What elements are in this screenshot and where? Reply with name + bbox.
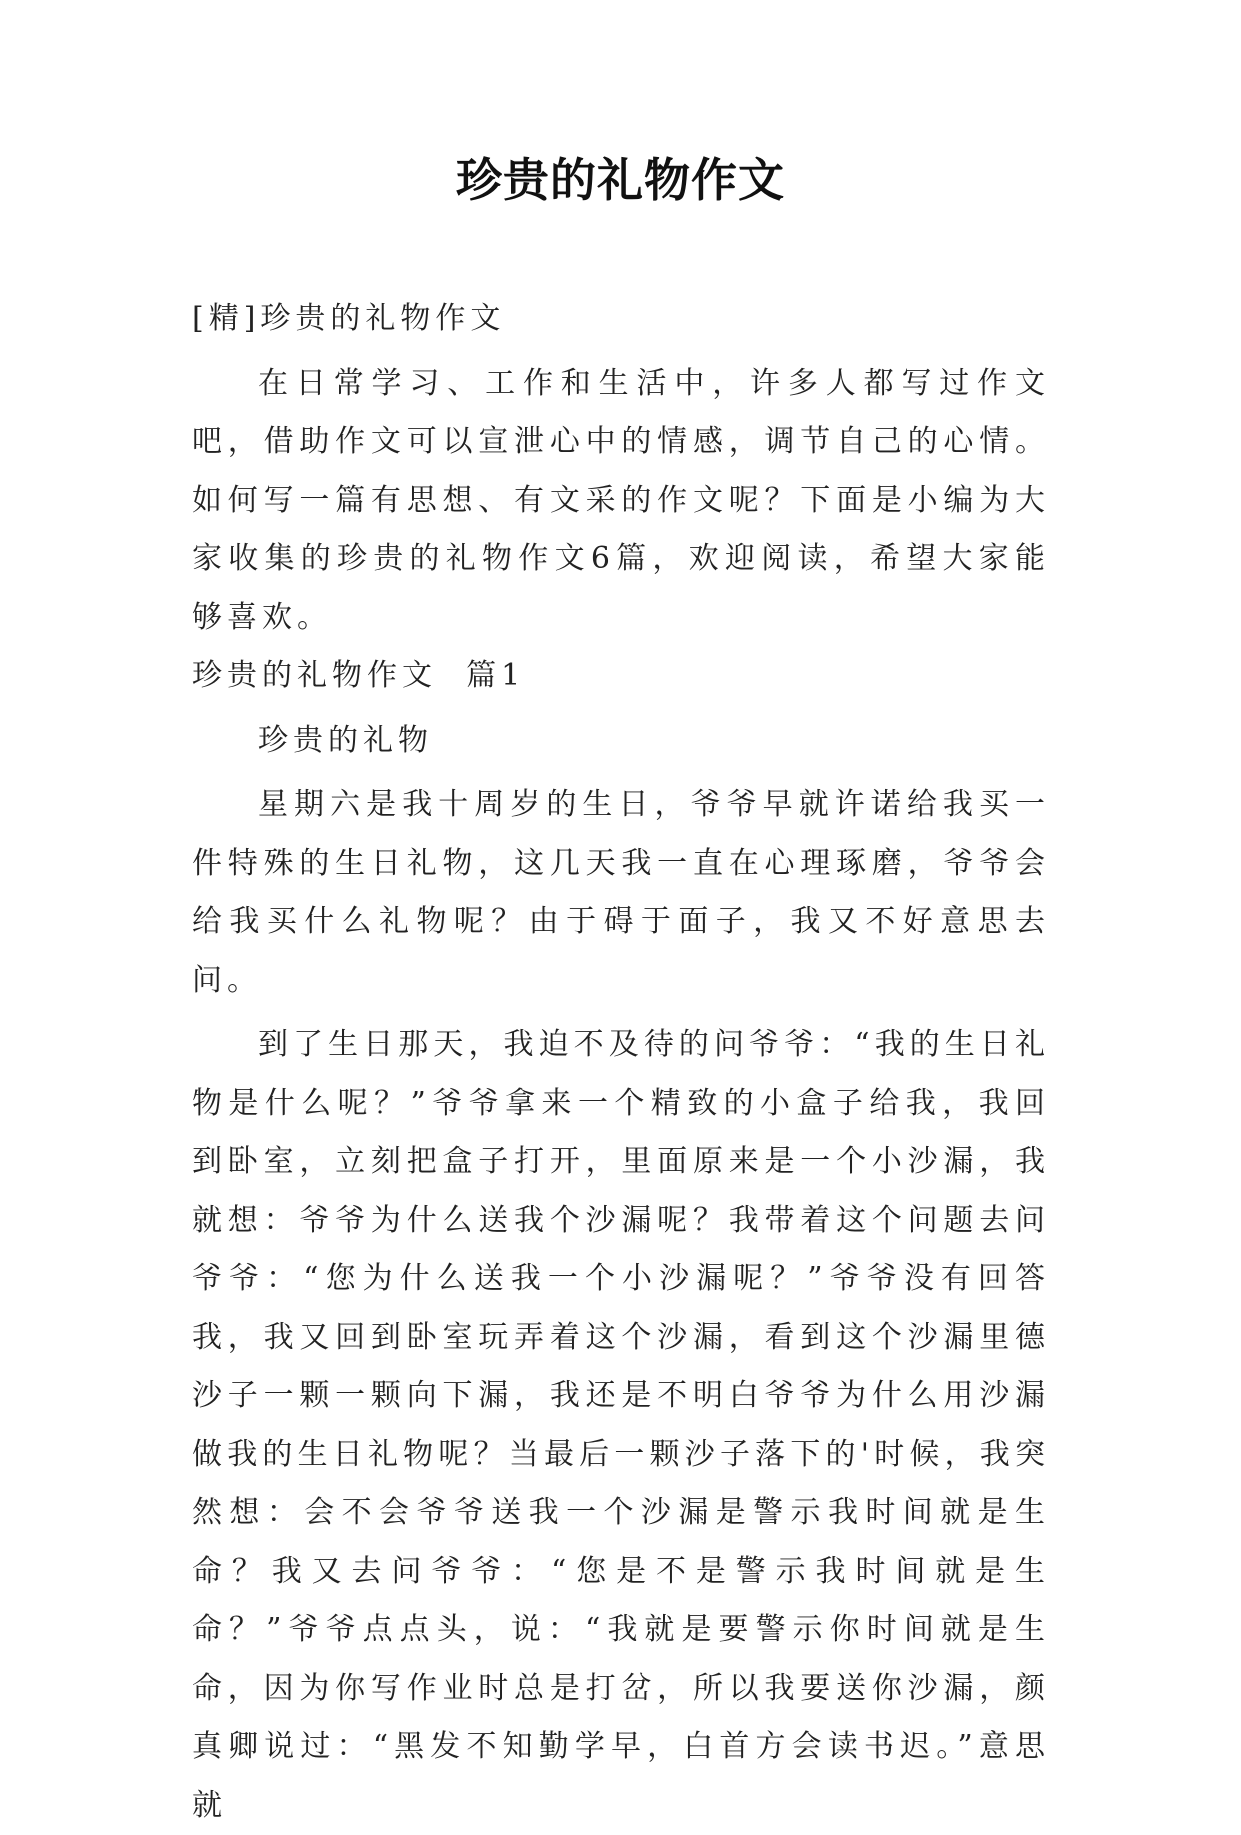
intro-paragraph: 在日常学习、工作和生活中，许多人都写过作文吧，借助作文可以宣泄心中的情感，调节自己的心情。如何写一篇有思想、有文采的作文呢？下面是小编为大家收集的珍贵的礼物作文6篇，欢迎阅读，希望大家能够喜欢。 (192, 365, 1050, 635)
document-subtitle: [精]珍贵的礼物作文 (192, 301, 506, 336)
document-title: 珍贵的礼物作文 (456, 153, 785, 207)
section-heading: 珍贵的礼物作文 篇1 (192, 658, 526, 693)
document-body (192, 290, 1050, 1835)
essay-paragraph: 星期六是我十周岁的生日，爷爷早就许诺给我买一件特殊的生日礼物，这几天我一直在心理琢磨，爷爷会给我买什么礼物呢？由于碍于面子，我又不好意思去问。 (192, 787, 1050, 998)
essay-title: 珍贵的礼物 (258, 722, 433, 758)
essay-paragraph: 到了生日那天，我迫不及待的问爷爷：“我的生日礼物是什么呢？”爷爷拿来一个精致的小盒子给我，我回到卧室，立刻把盒子打开，里面原来是一个小沙漏，我就想：爷爷为什么送我个沙漏呢？我带着这个问题去问爷爷：“您为什么送我一个小沙漏呢？”爷爷没有回答我，我又回到卧室玩弄着这个沙漏，看到这个沙漏里德沙子一颗一颗向下漏，我还是不明白爷爷为什么用沙漏做我的生日礼物呢？当最后一颗沙子落下的'时候，我突然想：会不会爷爷送我一个沙漏是警示我时间就是生命？我又去问爷爷：“您是不是警示我时间就是生命？”爷爷点点头，说：“我就是要警示你时间就是生命，因为你写作业时总是打岔，所以我要送你沙漏，颜真卿说过：“黑发不知勤学早，白首方会读书迟。”意思就 (192, 1027, 1050, 1823)
